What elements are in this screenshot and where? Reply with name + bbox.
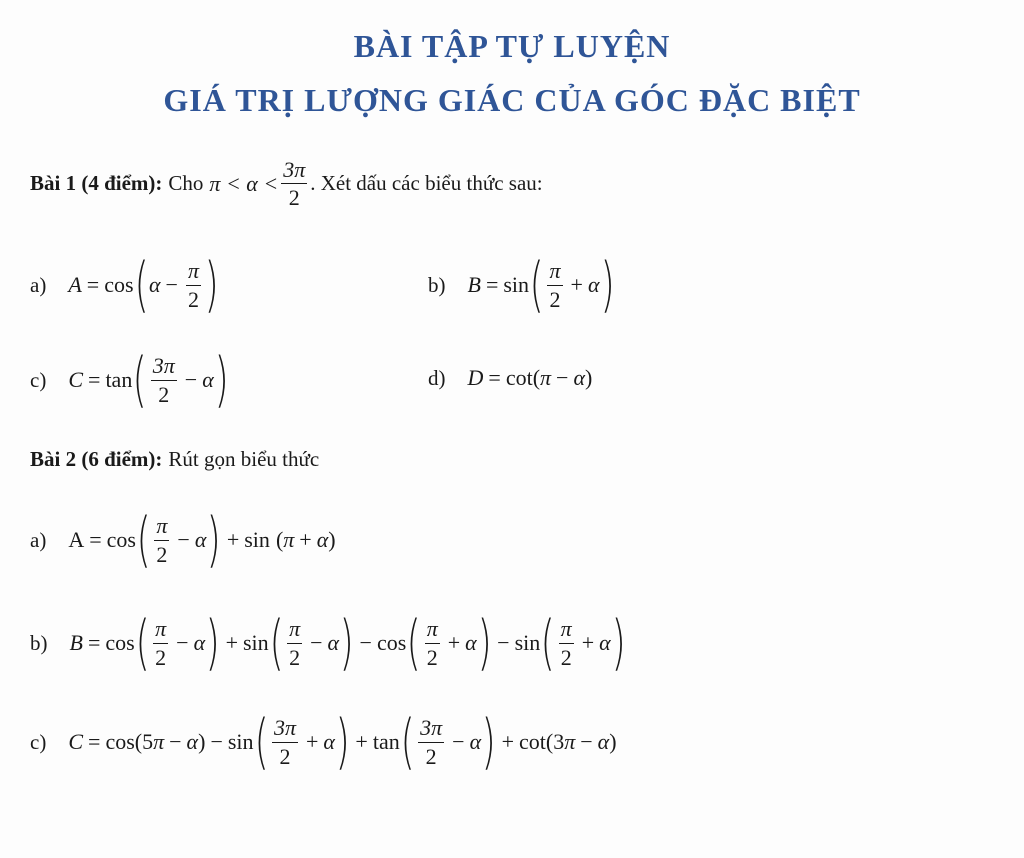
bai2-instruction: Rút gọn biểu thức (168, 447, 320, 471)
bai1-expr-a: A = cos ( α − $\frac{\pi}{2}$ ) (68, 250, 219, 320)
bai1-cho: Cho (168, 171, 204, 196)
bai2-item-c: c) C = cos(5 π − α ) − sin ( $\frac{3\pi}{2}$ + α ) + tan ( $\frac{3\pi}{2}$ − α ) + cot(3 π − α ) (30, 707, 617, 777)
bai1-item-c: c) C = tan ( $\frac{3\pi}{2}$ − α ) (30, 345, 229, 415)
bai2-item-b: b) B = cos ( $\frac{\pi}{2}$ − α ) + sin ( $\frac{\pi}{2}$ − α ) − cos ( $\frac{\pi}{2}$ + α ) − sin ( $\frac{\pi}{2}$ + α ) (30, 608, 626, 678)
title-line-2: GIÁ TRỊ LƯỢNG GIÁC CỦA GÓC ĐẶC BIỆT (163, 82, 861, 118)
bai1-item-d: d) D = cot( π − α ) (428, 365, 593, 390)
bai1-expr-c: C = tan ( $\frac{3\pi}{2}$ − α ) (68, 345, 229, 415)
bai1-expr-b: B = sin ( $\frac{\pi}{2}$ + α ) (467, 250, 615, 320)
bai2-item-a: a) A = cos ( $\frac{\pi}{2}$ − α ) + sin ( π + α ) (30, 505, 336, 575)
bai2-heading-line (30, 447, 319, 472)
bai1-heading-line (30, 158, 543, 209)
bai2-heading: Bài 2 (6 điểm): (30, 447, 163, 471)
title-line-1: BÀI TẬP TỰ LUYỆN (353, 28, 671, 64)
bai1-item-a: a) A = cos ( α − $\frac{\pi}{2}$ ) (30, 250, 219, 320)
bai2-expr-a: A = cos ( $\frac{\pi}{2}$ − α ) + sin ( π + α ) (68, 505, 336, 575)
bai2-expr-b: B = cos ( $\frac{\pi}{2}$ − α ) + sin ( $\frac{\pi}{2}$ − α ) − cos ( $\frac{\pi}{2}$ + α ) − sin ( $\frac{\pi}{2}$ + α ) (69, 608, 626, 678)
bai1-item-b: b) B = sin ( $\frac{\pi}{2}$ + α ) (428, 250, 615, 320)
bai1-instruction: . Xét dấu các biểu thức sau: (310, 171, 543, 196)
bai1-expr-d: D = cot( π − α ) (467, 365, 593, 390)
bai2-expr-c: C = cos(5 π − α ) − sin ( $\frac{3\pi}{2}$ + α ) + tan ( $\frac{3\pi}{2}$ − α ) + cot(3 π − α ) (68, 707, 617, 777)
bai1-condition: π < α < $\frac{3\pi}{2}$ (209, 157, 306, 211)
bai1-heading: Bài 1 (4 điểm): (30, 171, 163, 196)
